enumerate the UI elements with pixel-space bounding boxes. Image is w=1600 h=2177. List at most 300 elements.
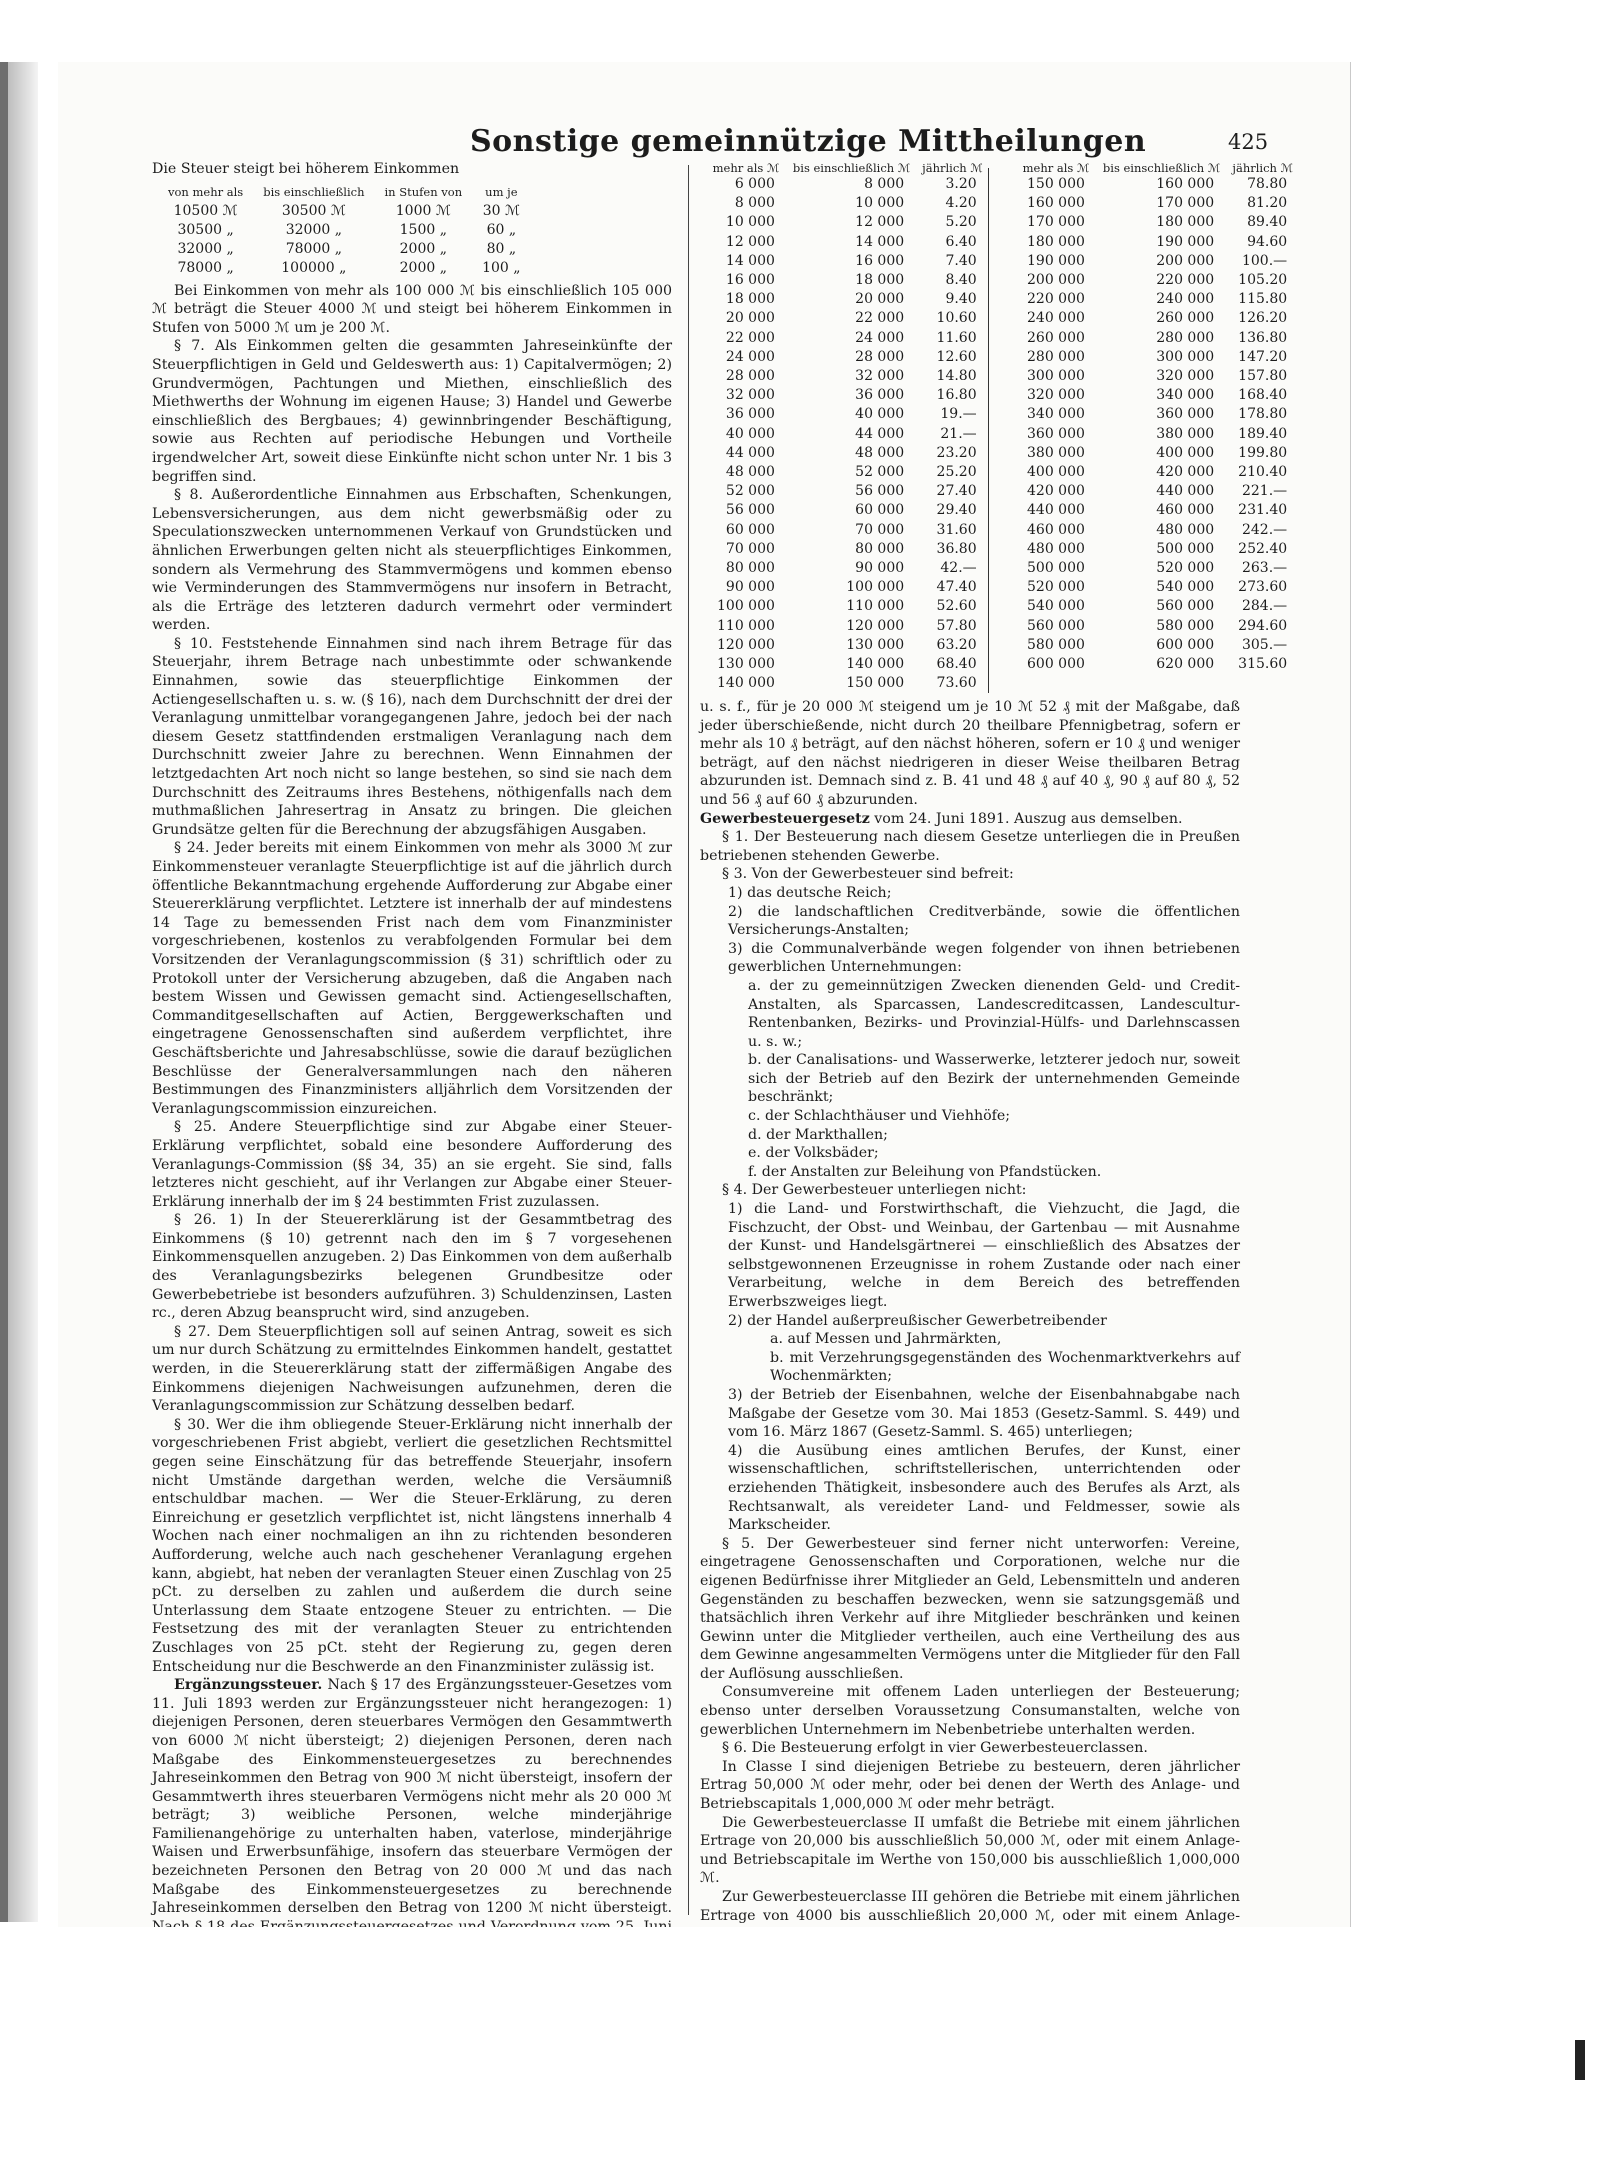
rate-row — [1015, 501, 1299, 520]
rate-cell: 20 000 — [855, 291, 905, 308]
rate-cell: 260 000 — [1156, 310, 1215, 327]
rate-cell: 21.— — [940, 425, 977, 442]
rate-row — [1015, 425, 1299, 444]
rate-cell: 24 000 — [855, 329, 905, 346]
rate-cell: 80 000 — [725, 560, 775, 577]
rate-row — [705, 540, 989, 559]
rate-cell: 7.40 — [945, 252, 977, 269]
rate-cell: 420 000 — [1156, 464, 1215, 481]
rate-cell: 105.20 — [1238, 272, 1288, 289]
rate-cell: 252.40 — [1238, 540, 1288, 557]
gewerbe-law-paragraph: Die Gewerbesteuerclasse II umfaßt die Betriebe mit einem jährlichen Ertrage von 20,000 bis ausschließlich 50,000 ℳ, oder mit einem Anlage- und Betriebscapitale im Werthe von 150,000 bis ausschließlich 1,000,000 ℳ. — [700, 1814, 1240, 1887]
gewerbe-law-paragraph: Consumvereine mit offenem Laden unterliegen der Besteuerung; ebenso unter derselben Voraussetzung Consumanstalten, welche von gewerblichen Unternehmern im Nebenbetriebe unterhalten werden. — [700, 1684, 1240, 1738]
rate-row — [1015, 444, 1299, 463]
rate-cell: 200 000 — [1027, 272, 1085, 289]
gewerbe-law-paragraph: b. der Canalisations- und Wasserwerke, letzterer jedoch nur, soweit sich der Betrieb auf den Bezirk der unternehmenden Gemeinde beschränkt; — [748, 1052, 1240, 1106]
rate-row — [705, 521, 989, 540]
steps-header-cell: bis einschließlich — [263, 184, 365, 199]
rate-cell: 3.20 — [945, 176, 977, 192]
rate-row — [1015, 597, 1299, 616]
rate-row — [1015, 405, 1299, 424]
rate-cell: 130 000 — [717, 656, 775, 673]
steps-cell: 2000 „ — [399, 240, 447, 257]
scan-registration-mark — [1575, 2040, 1585, 2080]
steps-cell: 10500 ℳ — [173, 202, 238, 219]
rate-cell: 70 000 — [855, 521, 905, 538]
steps-cell: 1000 ℳ — [395, 202, 451, 219]
column-divider — [688, 165, 689, 1915]
rate-cell: 140 000 — [846, 656, 905, 673]
rate-table-left-body — [705, 175, 989, 693]
income-over-100000-paragraph: Bei Einkommen von mehr als 100 000 ℳ bis einschließlich 105 000 ℳ beträgt die Steuer 4000 ℳ und steigt bei höherem Einkommen in Stufen von 5000 ℳ um je 200 ℳ. — [152, 282, 672, 336]
rate-cell: 14 000 — [855, 233, 905, 250]
rate-cell: 120 000 — [717, 636, 775, 653]
steps-cell: 100 „ — [482, 259, 521, 276]
gewerbe-law-paragraph: a. der zu gemeinnützigen Zwecken dienenden Geld- und Credit-Anstalten, als Sparcassen, Landescreditcassen, Landescultur-Rentenbanken, Bezirks- und Provinzial-Hülfs- und Darlehnscassen u. s. w.; — [748, 977, 1240, 1050]
rate-cell: 18 000 — [855, 272, 905, 289]
rate-cell: 500 000 — [1027, 560, 1085, 577]
page-header-title: Sonstige gemeinnützige Mittheilungen — [470, 124, 1147, 159]
erg-text: Nach § 17 des Ergänzungssteuer-Gesetzes vom 11. Juli 1893 werden zur Ergänzungssteuer nicht herangezogen: 1) diejenigen Personen, deren steuerbares Vermögen den Gesammtwerth von 6000 ℳ nicht übersteigt; 2) diejenigen Personen, deren nach Maßgabe des Einkommensteuergesetzes zu berechnendes Jahreseinkommen den Betrag von 900 ℳ nicht übersteigt, insofern der Gesammtwerth ihres steuerbaren Vermögens nicht mehr als 20 000 ℳ beträgt; 3) weibliche Personen, welche minderjährige Familienangehörige zu unterhalten haben, vaterlose, minderjährige Waisen und Erwerbsunfähige, insofern das steuerbare Vermögen der bezeichneten Personen den Betrag von 20 000 ℳ und das nach Maßgabe des Einkommensteuergesetzes zu berechnende Jahreseinkommen derselben den Betrag von 1200 ℳ nicht übersteigt. — [152, 1677, 672, 1917]
rate-cell: 25.20 — [936, 464, 977, 481]
rate-cell: 150 000 — [846, 675, 905, 692]
rate-cell: 168.40 — [1238, 387, 1288, 404]
rate-cell: 23.20 — [936, 444, 977, 461]
rate-cell: 8 000 — [734, 195, 775, 212]
rate-row — [705, 309, 989, 328]
rate-row — [1015, 617, 1299, 636]
rate-cell: 110 000 — [717, 617, 775, 634]
rate-cell: 480 000 — [1027, 540, 1085, 557]
rate-table-right-body — [1015, 175, 1299, 674]
steps-cell: 32000 „ — [285, 221, 342, 238]
rate-cell: 20 000 — [725, 310, 775, 327]
rate-cell: 14 000 — [725, 252, 775, 269]
steps-row — [158, 202, 531, 221]
rate-row — [705, 290, 989, 309]
rate-row — [1015, 540, 1299, 559]
rate-cell: 220 000 — [1027, 291, 1085, 308]
gewerbe-law-paragraph: 3) der Betrieb der Eisenbahnen, welche der Eisenbahnabgabe nach Maßgabe der Gesetze vom 30. Mai 1853 (Gesetz-Samml. S. 449) und vom 16. März 1867 (Gesetz-Samml. S. 465) unterliegen; — [728, 1386, 1240, 1441]
steps-header-cell: um je — [485, 184, 518, 199]
steps-intro: Die Steuer steigt bei höherem Einkommen — [152, 161, 460, 177]
rate-cell: 12 000 — [725, 233, 775, 250]
rate-row — [705, 348, 989, 367]
steps-row — [158, 259, 531, 278]
rate-cell: 600 000 — [1156, 636, 1215, 653]
rate-cell: 130 000 — [846, 636, 905, 653]
tax-steps-table — [158, 183, 531, 278]
rate-row — [1015, 175, 1299, 194]
rate-cell: 136.80 — [1238, 329, 1288, 346]
rate-header-cell: bis einschließlich ℳ — [792, 161, 911, 175]
law-section-paragraph: § 10. Feststehende Einnahmen sind nach ihrem Betrage für das Steuerjahr, ihrem Betrage nach unbestimmte oder schwankende Einnahmen, sowie das steuerpflichtige Einkommen der Actiengesellschaften u. s. w. (§ 16), nach dem Durchschnitt der drei der Veranlagung unmittelbar vorangegangenen Jahre, jedoch bei der nach diesem Gesetz stattfindenden erstmaligen Veranlagung nach dem Durchschnitt zweier Jahre zu berechnen. Wenn Einnahmen der letztgedachten Art noch nicht so lange bestehen, so sind sie nach dem Durchschnitt des Zeitraums ihres Bestehens, nöthigenfalls nach dem muthmaßlichen Jahresertrag in Ansatz zu bringen. Die gleichen Grundsätze gelten für die Berechnung der abzugsfähigen Ausgaben. — [152, 635, 672, 838]
rate-cell: 231.40 — [1238, 502, 1288, 519]
steps-row — [158, 240, 531, 259]
rate-cell: 380 000 — [1027, 444, 1085, 461]
rate-cell: 273.60 — [1238, 579, 1288, 596]
steps-cell: 32000 „ — [177, 240, 234, 257]
rate-cell: 12.60 — [936, 348, 977, 365]
rate-header-cell: jährlich ℳ — [1232, 161, 1293, 175]
rate-cell: 4.20 — [945, 195, 977, 212]
rate-cell: 199.80 — [1238, 444, 1288, 461]
rate-row — [1015, 194, 1299, 213]
rate-cell: 36 000 — [725, 406, 775, 423]
steps-cell: 80 „ — [486, 240, 517, 257]
rate-cell: 170 000 — [1027, 214, 1085, 231]
rate-cell: 48 000 — [725, 464, 775, 481]
steps-row — [158, 221, 531, 240]
steps-table-header — [158, 183, 531, 202]
rate-row — [705, 386, 989, 405]
rate-cell: 80 000 — [855, 540, 905, 557]
rate-cell: 18 000 — [725, 291, 775, 308]
rate-cell: 29.40 — [936, 502, 977, 519]
rate-row — [705, 578, 989, 597]
rate-cell: 28 000 — [725, 368, 775, 385]
rate-cell: 140 000 — [717, 675, 775, 692]
rate-cell: 200 000 — [1156, 252, 1215, 269]
rate-header-cell: mehr als ℳ — [712, 161, 780, 175]
rate-cell: 16.80 — [936, 387, 977, 404]
rate-cell: 280 000 — [1027, 348, 1085, 365]
law-section-paragraph: § 24. Jeder bereits mit einem Einkommen von mehr als 3000 ℳ zur Einkommensteuer veranlagte Steuerpflichtige ist auf die jährlich durch öffentliche Bekanntmachung ergehende Aufforderung zur Abgabe einer Steuererklärung verpflichtet. Letztere ist innerhalb der auf mindestens 14 Tage zu bemessenden Frist nach dem vom Finanzminister vorgeschriebenen, kostenlos zu verabfolgenden Formular bei dem Vorsitzenden der Veranlagungscommission (§ 31) schriftlich oder zu Protokoll unter der Versicherung abzugeben, daß die Angaben nach bestem Wissen und Gewissen gemacht sind. Actiengesellschaften, Commanditgesellschaften auf Actien, Berggewerkschaften und eingetragene Genossenschaften sind außerdem verpflichtet, ihre Geschäftsberichte und Jahresabschlüsse, sowie die darauf bezüglichen Beschlüsse der Generalversammlungen nach den näheren Bestimmungen des Finanzministers alljährlich dem Vorsitzenden der Veranlagungscommission einzureichen. — [152, 840, 672, 1117]
rate-cell: 284.— — [1241, 598, 1288, 615]
rate-cell: 73.60 — [936, 675, 977, 692]
gewerbe-law-paragraph: § 4. Der Gewerbesteuer unterliegen nicht: — [722, 1182, 1027, 1199]
rate-cell: 110 000 — [846, 598, 905, 615]
rate-row — [1015, 252, 1299, 271]
left-column — [152, 160, 672, 1974]
erg-heading: Ergänzungssteuer. — [174, 1677, 323, 1694]
rate-cell: 70 000 — [725, 540, 775, 557]
rate-cell: 210.40 — [1238, 464, 1288, 481]
gewerbe-law-paragraph: 2) die landschaftlichen Creditverbände, sowie die öffentlichen Versicherungs-Anstalten; — [728, 903, 1240, 939]
rate-cell: 52.60 — [936, 598, 977, 615]
rate-cell: 400 000 — [1156, 444, 1215, 461]
law-section-paragraph: § 30. Wer die ihm obliegende Steuer-Erklärung nicht innerhalb der vorgeschriebenen Frist abgiebt, verliert die gesetzlichen Rechtsmittel gegen seine Einschätzung für das betreffende Steuerjahr, insofern nicht Umstände dargethan werden, welche die Versäumniß entschuldbar machen. — Wer die Steuer-Erklärung, zu deren Einreichung er gesetzlich verpflichtet ist, nicht längstens innerhalb 4 Wochen nach einer nochmaligen an ihn zu richtenden besonderen Aufforderung, welche auch nach geschehener Veranlagung ergehen kann, abgiebt, hat neben der veranlagten Steuer einen Zuschlag von 25 pCt. zu derselben zu zahlen und außerdem die durch seine Unterlassung dem Staate entzogene Steuer zu entrichten. — Die Festsetzung des mit der veranlagten Steuer zu entrichtenden Zuschlages von 25 pCt. steht der Regierung zu, gegen deren Entscheidung nur die Beschwerde an den Finanzminister zulässig ist. — [152, 1416, 672, 1675]
rate-cell: 22 000 — [725, 329, 775, 346]
rate-row — [705, 271, 989, 290]
rate-cell: 90 000 — [725, 579, 775, 596]
rate-cell: 100 000 — [846, 579, 905, 596]
gewerbe-law-paragraph: 1) die Land- und Forstwirthschaft, die Viehzucht, die Jagd, die Fischzucht, der Obst- und Weinbau, der Gartenbau — mit Ausnahme der Kunst- und Handelsgärtnerei — einschließlich des Absatzes der selbstgewonnenen Erzeugnisse in rohem Zustande oder nach einer Verarbeitung, welche in dem Bereich des betreffenden Erwerbszweiges liegt. — [728, 1201, 1240, 1310]
rate-cell: 12 000 — [855, 214, 905, 231]
rate-table-left — [705, 162, 989, 693]
rate-cell: 19.— — [940, 406, 977, 423]
law-section-paragraph: § 26. 1) In der Steuererklärung ist der Gesammtbetrag des Einkommens (§ 10) getrennt nach den im § 7 vorgesehenen Einkommensquellen anzugeben. 2) Das Einkommen von dem außerhalb des Veranlagungsbezirks belegenen Grundbesitze oder Gewerbebetriebe ist besonders aufzuführen. 3) Schuldenzinsen, Lasten rc., deren Abzug beansprucht wird, sind anzugeben. — [152, 1212, 672, 1322]
rate-cell: 100 000 — [717, 598, 775, 615]
rate-row — [705, 674, 989, 693]
rate-cell: 60 000 — [855, 502, 905, 519]
rate-cell: 11.60 — [936, 329, 977, 346]
gewerbe-law-paragraph: § 3. Von der Gewerbesteuer sind befreit: — [722, 866, 1014, 883]
rate-cell: 10 000 — [855, 195, 905, 212]
rate-cell: 157.80 — [1238, 368, 1288, 385]
gewerbe-law-paragraph: § 1. Der Besteuerung nach diesem Gesetze unterliegen die in Preußen betriebenen stehenden Gewerbe. — [700, 829, 1240, 864]
rate-cell: 52 000 — [725, 483, 775, 500]
rate-cell: 27.40 — [936, 483, 977, 500]
rate-row — [1015, 309, 1299, 328]
law-section-paragraph: § 27. Dem Steuerpflichtigen soll auf seinen Antrag, soweit es sich um nur durch Schätzung zu ermittelndes Einkommen handelt, gestattet werden, in die Steuererklärung statt der ziffermäßigen Angabe des Einkommens diejenigen Nachweisungen aufzunehmen, deren die Veranlagungscommission zur Schätzung desselben bedarf. — [152, 1323, 672, 1415]
rate-cell: 315.60 — [1238, 656, 1288, 673]
rate-cell: 520 000 — [1027, 579, 1085, 596]
rate-cell: 170 000 — [1156, 195, 1215, 212]
rate-cell: 16 000 — [855, 252, 905, 269]
rate-cell: 57.80 — [936, 617, 977, 634]
steps-header-cell: in Stufen von — [384, 184, 463, 199]
rate-cell: 300 000 — [1156, 348, 1215, 365]
scan-edge-shadow — [0, 62, 8, 1922]
rate-cell: 40 000 — [855, 406, 905, 423]
rate-row — [1015, 559, 1299, 578]
right-column — [700, 698, 1240, 1944]
rate-cell: 220 000 — [1156, 272, 1215, 289]
rate-cell: 120 000 — [846, 617, 905, 634]
steps-cell: 78000 „ — [177, 259, 234, 276]
rate-cell: 126.20 — [1238, 310, 1288, 327]
rate-row — [705, 175, 989, 194]
gewerbe-law-paragraph: 1) das deutsche Reich; — [728, 884, 892, 901]
rate-cell: 9.40 — [945, 291, 977, 308]
law-section-paragraph: § 8. Außerordentliche Einnahmen aus Erbschaften, Schenkungen, Lebensversicherungen, aus dem nicht gewerbsmäßig oder zu Speculationszwecken unternommenen Verkauf von Grundstücken und ähnlichen Erwerbungen gelten nicht als steuerpflichtiges Einkommen, sondern als Vermehrung des Stammvermögens und kommen ebenso wie Verminderungen des Stammvermögens nur insofern in Betracht, als die Erträge des letzteren dadurch vermehrt oder vermindert werden. — [152, 487, 672, 634]
rate-row — [1015, 367, 1299, 386]
rate-cell: 480 000 — [1156, 521, 1215, 538]
rate-cell: 8.40 — [945, 272, 977, 289]
rate-cell: 47.40 — [936, 579, 977, 596]
rate-cell: 5.20 — [945, 214, 977, 231]
rate-cell: 8 000 — [864, 176, 905, 192]
rate-cell: 44 000 — [725, 444, 775, 461]
rate-cell: 580 000 — [1027, 636, 1085, 653]
rate-cell: 620 000 — [1156, 656, 1215, 673]
rate-cell: 81.20 — [1247, 195, 1288, 212]
right-paragraphs — [700, 828, 1240, 1944]
rate-cell: 380 000 — [1156, 425, 1215, 442]
rate-cell: 78.80 — [1247, 176, 1288, 192]
scan-edge-fold — [8, 62, 38, 1922]
rate-cell: 520 000 — [1156, 560, 1215, 577]
steps-table-body — [158, 202, 531, 278]
gewerbe-law-paragraph: § 6. Die Besteuerung erfolgt in vier Gewerbesteuerclassen. — [722, 1740, 1148, 1757]
rate-row — [1015, 290, 1299, 309]
rate-row — [1015, 386, 1299, 405]
rate-cell: 580 000 — [1156, 617, 1215, 634]
rate-row — [1015, 348, 1299, 367]
steps-cell: 30 ℳ — [482, 202, 520, 219]
rate-row — [705, 213, 989, 232]
gewerbe-law-paragraph: e. der Volksbäder; — [748, 1145, 879, 1162]
gewerbe-law-paragraph: § 5. Der Gewerbesteuer sind ferner nicht unterworfen: Vereine, eingetragene Genossenschaften und Corporationen, welche nur die eigenen Bedürfnisse ihrer Mitglieder an Geld, Lebensmitteln und anderen Gegenständen zu beschaffen bezwecken, wenn sie satzungsgemäß und thatsächlich ihren Verkehr auf ihre Mitglieder beschränken und keinen Gewinn unter die Mitglieder vertheilen, auch eine Vertheilung des aus dem Gewinne angesammelten Vermögens unter die Mitglieder für den Fall der Auflösung ausschließen. — [700, 1535, 1240, 1682]
rate-cell: 280 000 — [1156, 329, 1215, 346]
rate-cell: 28 000 — [855, 348, 905, 365]
gewerbe-law-paragraph: d. der Markthallen; — [748, 1126, 888, 1143]
rate-cell: 40 000 — [725, 425, 775, 442]
rate-cell: 10.60 — [936, 310, 977, 327]
rate-cell: 44 000 — [855, 425, 905, 442]
rate-row — [705, 405, 989, 424]
rate-cell: 22 000 — [855, 310, 905, 327]
rate-row — [1015, 655, 1299, 674]
rate-cell: 440 000 — [1027, 502, 1085, 519]
rate-cell: 221.— — [1241, 483, 1288, 500]
rate-row — [705, 252, 989, 271]
rate-row — [1015, 213, 1299, 232]
rate-cell: 190 000 — [1156, 233, 1215, 250]
rate-cell: 360 000 — [1027, 425, 1085, 442]
rate-cell: 180 000 — [1027, 233, 1085, 250]
rate-cell: 36.80 — [936, 540, 977, 557]
rate-cell: 94.60 — [1247, 233, 1288, 250]
rate-cell: 190 000 — [1027, 252, 1085, 269]
rate-table-right-header — [1015, 162, 1299, 175]
rate-cell: 42.— — [940, 560, 977, 577]
rate-cell: 340 000 — [1156, 387, 1215, 404]
rate-cell: 560 000 — [1027, 617, 1085, 634]
gewerbe-law-paragraph: c. der Schlachthäuser und Viehhöfe; — [748, 1108, 1011, 1125]
law-section-paragraph: § 7. Als Einkommen gelten die gesammten Jahreseinkünfte der Steuerpflichtigen in Geld und Geldeswerth aus: 1) Capitalvermögen; 2) Grundvermögen, Pachtungen und Miethen, einschließlich des Miethwerths der Wohnung im eigenen Hause; 3) Handel und Gewerbe einschließlich des Bergbaues; 4) gewinnbringender Beschäftigung, sowie aus Rechten auf periodische Hebungen und Vortheile irgendwelcher Art, soweit diese Einkünfte nicht schon unter Nr. 1 bis 3 begriffen sind. — [152, 338, 672, 485]
rate-cell: 560 000 — [1156, 598, 1215, 615]
rate-cell: 400 000 — [1027, 464, 1085, 481]
steps-header-cell: von mehr als — [168, 184, 244, 199]
rate-row — [705, 233, 989, 252]
rate-row — [705, 501, 989, 520]
rate-header-cell: jährlich ℳ — [922, 161, 983, 175]
gewerbe-law-paragraph: Zur Gewerbesteuerclasse III gehören die Betriebe mit einem jährlichen Ertrage von 4000 bis ausschließlich 20,000 ℳ, oder mit einem Anlage- — [700, 1889, 1240, 1924]
page-number: 425 — [1228, 130, 1269, 154]
rate-row — [705, 655, 989, 674]
rate-row — [1015, 233, 1299, 252]
rate-table-right — [1015, 162, 1299, 674]
steps-cell: 1500 „ — [399, 221, 447, 238]
steps-cell: 78000 „ — [285, 240, 342, 257]
rate-row — [705, 463, 989, 482]
rate-row — [1015, 521, 1299, 540]
rate-cell: 68.40 — [936, 656, 977, 673]
gewerbe-heading-rest: vom 24. Juni 1891. Auszug aus demselben. — [874, 810, 1183, 827]
rate-cell: 180 000 — [1156, 214, 1215, 231]
rate-cell: 305.— — [1241, 636, 1288, 653]
gewerbe-law-paragraph: b. mit Verzehrungsgegenständen des Wochenmarktverkehrs auf Wochenmärkten; — [770, 1349, 1240, 1385]
page-margin-bottom — [0, 1927, 1600, 2177]
rate-cell: 150 000 — [1027, 176, 1085, 192]
rate-cell: 147.20 — [1238, 348, 1288, 365]
rate-row — [705, 482, 989, 501]
rate-cell: 178.80 — [1238, 406, 1288, 423]
rate-cell: 540 000 — [1027, 598, 1085, 615]
rate-cell: 500 000 — [1156, 540, 1215, 557]
rate-row — [705, 425, 989, 444]
gewerbe-law-paragraph: In Classe I sind diejenigen Betriebe zu besteuern, deren jährlicher Ertrag 50,000 ℳ oder mehr, oder bei denen der Werth des Anlage- und Betriebscapitals 1,000,000 ℳ oder mehr beträgt. — [700, 1758, 1240, 1813]
rate-cell: 31.60 — [936, 521, 977, 538]
rate-cell: 294.60 — [1238, 617, 1288, 634]
steps-cell: 30500 ℳ — [281, 202, 346, 219]
rate-row — [705, 194, 989, 213]
rate-cell: 60 000 — [725, 521, 775, 538]
rate-cell: 32 000 — [855, 368, 905, 385]
rate-cell: 56 000 — [725, 502, 775, 519]
steps-cell: 100000 „ — [281, 259, 347, 276]
rate-row — [705, 597, 989, 616]
rate-cell: 440 000 — [1156, 483, 1215, 500]
rate-row — [705, 559, 989, 578]
rate-cell: 52 000 — [855, 464, 905, 481]
rate-header-cell: bis einschließlich ℳ — [1102, 161, 1221, 175]
rate-cell: 32 000 — [725, 387, 775, 404]
rate-cell: 160 000 — [1027, 195, 1085, 212]
rate-row — [1015, 463, 1299, 482]
rate-row — [1015, 329, 1299, 348]
rate-cell: 420 000 — [1027, 483, 1085, 500]
rate-row — [1015, 482, 1299, 501]
rate-cell: 242.— — [1241, 521, 1288, 538]
rate-cell: 115.80 — [1238, 291, 1288, 308]
rate-cell: 240 000 — [1027, 310, 1085, 327]
rate-cell: 63.20 — [936, 636, 977, 653]
rate-cell: 100.— — [1241, 252, 1288, 269]
rate-row — [705, 444, 989, 463]
steps-cell: 60 „ — [486, 221, 517, 238]
rate-cell: 89.40 — [1247, 214, 1288, 231]
rate-cell: 16 000 — [725, 272, 775, 289]
gewerbe-law-paragraph: 4) die Ausübung eines amtlichen Berufes, der Kunst, einer wissenschaftlichen, schriftstellerischen, unterrichtenden oder erziehenden Thätigkeit, insbesondere auch des Berufes als Arzt, als Rechtsanwalt, als vereideter Land- und Feldmesser, sowie als Markscheider. — [728, 1442, 1240, 1534]
rate-cell: 189.40 — [1238, 425, 1288, 442]
steps-cell: 2000 „ — [399, 259, 447, 276]
rate-cell: 360 000 — [1156, 406, 1215, 423]
rate-cell: 36 000 — [855, 387, 905, 404]
rate-row — [705, 367, 989, 386]
rate-row — [705, 636, 989, 655]
gewerbe-law-paragraph: a. auf Messen und Jahrmärkten, — [770, 1331, 1002, 1348]
rate-cell: 260 000 — [1027, 329, 1085, 346]
rate-cell: 300 000 — [1027, 368, 1085, 385]
gewerbe-law-paragraph: f. der Anstalten zur Beleihung von Pfandstücken. — [748, 1163, 1102, 1180]
gewerbe-law-paragraph: 3) die Communalverbände wegen folgender von ihnen betriebenen gewerblichen Unternehmungen: — [728, 940, 1240, 976]
steps-cell: 30500 „ — [177, 221, 234, 238]
rate-cell: 14.80 — [936, 368, 977, 385]
rate-cell: 460 000 — [1156, 502, 1215, 519]
rate-cell: 340 000 — [1027, 406, 1085, 423]
rate-cell: 240 000 — [1156, 291, 1215, 308]
rate-cell: 320 000 — [1156, 368, 1215, 385]
rate-cell: 56 000 — [855, 483, 905, 500]
rate-header-cell: mehr als ℳ — [1022, 161, 1090, 175]
rate-cell: 90 000 — [855, 560, 905, 577]
rate-cell: 320 000 — [1027, 387, 1085, 404]
rate-row — [705, 329, 989, 348]
rate-row — [1015, 636, 1299, 655]
rate-cell: 460 000 — [1027, 521, 1085, 538]
rate-cell: 48 000 — [855, 444, 905, 461]
rate-row — [1015, 271, 1299, 290]
rate-cell: 540 000 — [1156, 579, 1215, 596]
rate-row — [1015, 578, 1299, 597]
rate-cell: 6 000 — [734, 176, 775, 192]
rate-row — [705, 617, 989, 636]
rate-cell: 6.40 — [945, 233, 977, 250]
rate-table-divider — [988, 168, 989, 693]
rate-cell: 24 000 — [725, 348, 775, 365]
left-paragraphs — [152, 282, 672, 1677]
rate-cell: 160 000 — [1156, 176, 1215, 192]
rate-cell: 10 000 — [725, 214, 775, 231]
rate-cell: 600 000 — [1027, 656, 1085, 673]
gewerbe-heading-line — [700, 810, 1240, 829]
rate-table-left-header — [705, 162, 989, 175]
rate-cell: 263.— — [1241, 560, 1288, 577]
gewerbe-heading: Gewerbesteuergesetz — [700, 810, 870, 827]
